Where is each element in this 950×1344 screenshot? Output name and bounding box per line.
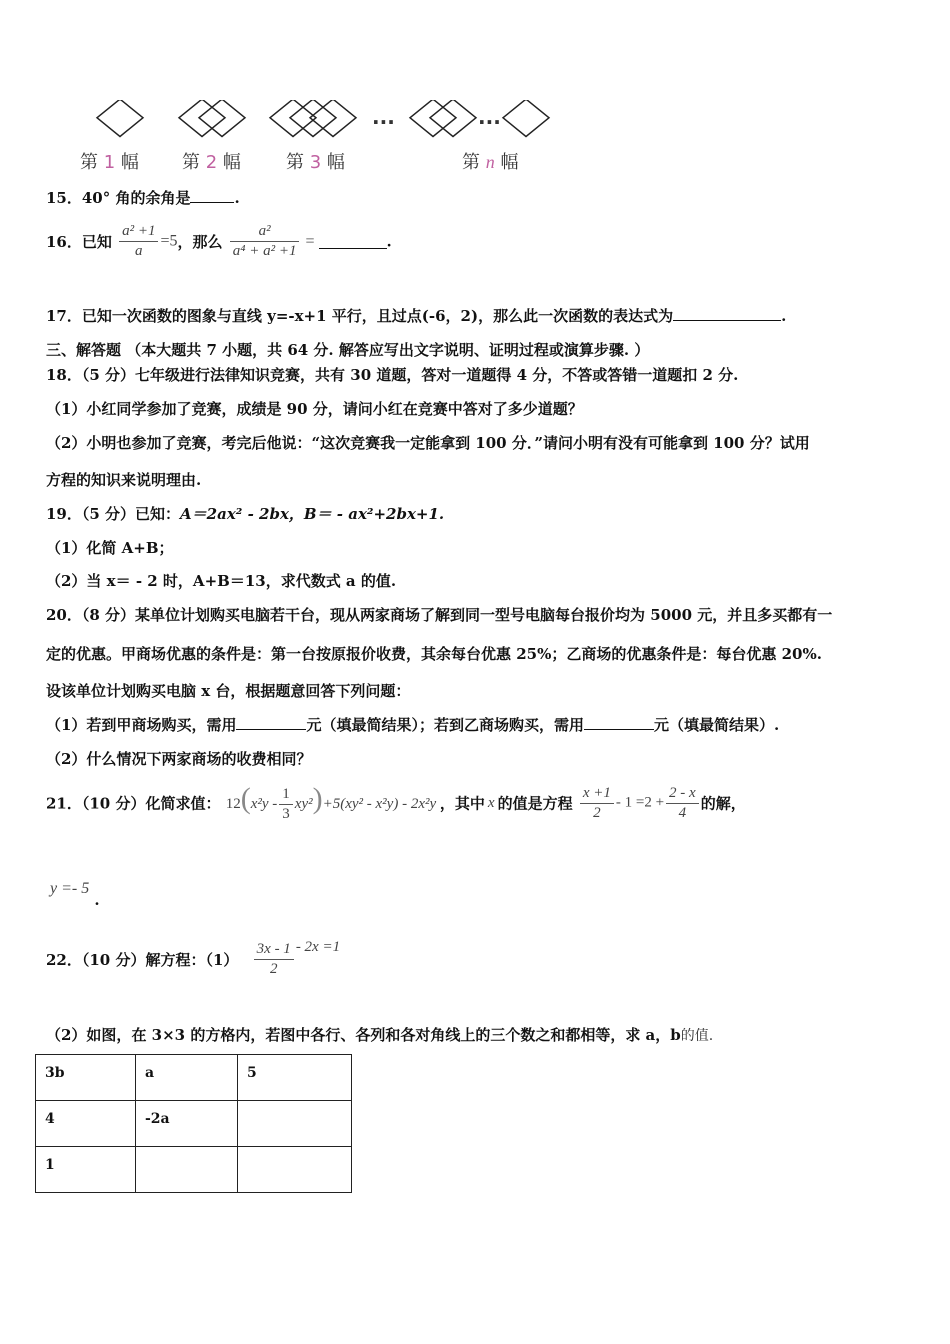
answer-blank [673,306,781,321]
question-22-part-2: （2）如图，在 3×3 的方格内，若图中各行、各列和各对角线上的三个数之和都相等，求 a，b的值. [46,1026,714,1044]
question-19-part-1: （1）化简 A+B； [46,539,174,557]
grid-cell [238,1101,352,1147]
grid-cell: a [136,1055,238,1101]
question-20-stem-cont: 设该单位计划购买电脑 x 台，根据题意回答下列问题： [46,682,411,700]
fraction: $\frac{1}{3}$ [279,785,293,824]
fraction: $\frac{x +1}{2}$ [580,784,614,823]
figure-ellipsis: ··· [478,110,501,134]
question-16: 16．已知 $\frac{\text{a² +1}}{a}$ =5，那么 $\frac{\text{a²}}{\text{a⁴ + a² +1}}$ = . [46,223,392,259]
fraction: $\frac{2 - x}{4}$ [666,784,699,823]
diamond-pattern-figure [60,100,580,152]
expression: 12(x²y - $\frac{1}{3}$ xy²)+5(xy² - x²y) - 2x²y [225,782,437,823]
diamond-shape [410,100,456,137]
question-19-stem: 19．（5 分）已知：A＝2ax² - 2bx，B＝ - ax²+2bx+1. [46,505,445,523]
grid-cell [238,1147,352,1193]
question-18-part-2-cont: 方程的知识来说明理由. [46,471,202,489]
answer-blank [584,715,654,730]
question-18-part-2: （2）小明也参加了竞赛，考完后他说：“这次竞赛我一定能拿到 100 分．”请问小明有没有可能拿到 100 分？试用 [46,434,810,452]
answer-blank [319,234,387,249]
question-21: 21．（10 分）化简求值： 12(x²y - $\frac{1}{3}$ xy²)+5(xy² - x²y) - 2x²y ，其中 x 的值是方程 $\frac{x +1}{2}$ - 1 =2 + $\frac{2 - x}{4}$ 的解， [46,782,746,823]
diamond-shape [430,100,476,137]
fraction: $\frac{3x - 1}{2}$ [254,940,294,979]
grid-cell: 4 [36,1101,136,1147]
figure-label-3: 第 3 幅 [286,152,345,173]
answer-blank [190,188,234,203]
figure-ellipsis: ··· [372,110,395,134]
question-22: 22．（10 分）解方程：（1） $\frac{3x - 1}{2}$ - 2x =1 [46,939,341,977]
grid-row [36,1101,352,1147]
grid-cell: 1 [36,1147,136,1193]
diamond-shape [199,100,245,137]
fraction: $\frac{\text{a²}}{\text{a⁴ + a² +1}}$ [230,222,300,261]
grid-row [36,1055,352,1101]
question-20-part-1: （1）若到甲商场购买，需用 元（填最简结果）；若到乙商场购买，需用 元（填最简结果）. [46,716,780,734]
diamond-shape [270,100,316,137]
diamond-shape [503,100,549,137]
answer-blank [236,715,306,730]
question-20-stem: 20．（8 分）某单位计划购买电脑若干台，现从两家商场了解到同一型号电脑每台报价均为 5000 元，并且多买都有一 [46,606,833,624]
question-20-part-2: （2）什么情况下两家商场的收费相同？ [46,750,312,768]
question-20-stem-cont: 定的优惠。甲商场优惠的条件是：第一台按原报价收费，其余每台优惠 25%；乙商场的优惠条件是：每台优惠 20%. [46,645,822,663]
diamond-shape [310,100,356,137]
figure-label-n: 第 n 幅 [462,152,519,173]
grid-cell [136,1147,238,1193]
question-15: 15．40° 角的余角是 . [46,189,240,207]
question-18-stem: 18．（5 分）七年级进行法律知识竞赛，共有 30 道题，答对一道题得 4 分，不答或答错一道题扣 2 分. [46,366,739,384]
grid-cell: -2a [136,1101,238,1147]
diamond-shape [179,100,225,137]
question-18-part-1: （1）小红同学参加了竞赛，成绩是 90 分，请问小红在竞赛中答对了多少道题？ [46,400,583,418]
figure-label-2: 第 2 幅 [182,152,241,173]
grid-cell: 5 [238,1055,352,1101]
diamond-shape [97,100,143,137]
diamond-shape [290,100,336,137]
question-21-solution: y =- 5 . [50,880,100,909]
section-heading: 三、解答题 （本大题共 7 小题，共 64 分. 解答应写出文字说明、证明过程或演算步骤. ） [46,341,650,359]
fraction: $\frac{\text{a² +1}}{a}$ [119,222,158,261]
figure-label-1: 第 1 幅 [80,152,139,173]
grid-cell: 3b [36,1055,136,1101]
question-17: 17．已知一次函数的图象与直线 y=-x+1 平行，且过点(-6，2)，那么此一次函数的表达式为 . [46,307,787,325]
magic-square-grid [35,1054,352,1193]
question-19-part-2: （2）当 x＝ - 2 时，A+B＝13，求代数式 a 的值. [46,572,397,590]
grid-row [36,1147,352,1193]
